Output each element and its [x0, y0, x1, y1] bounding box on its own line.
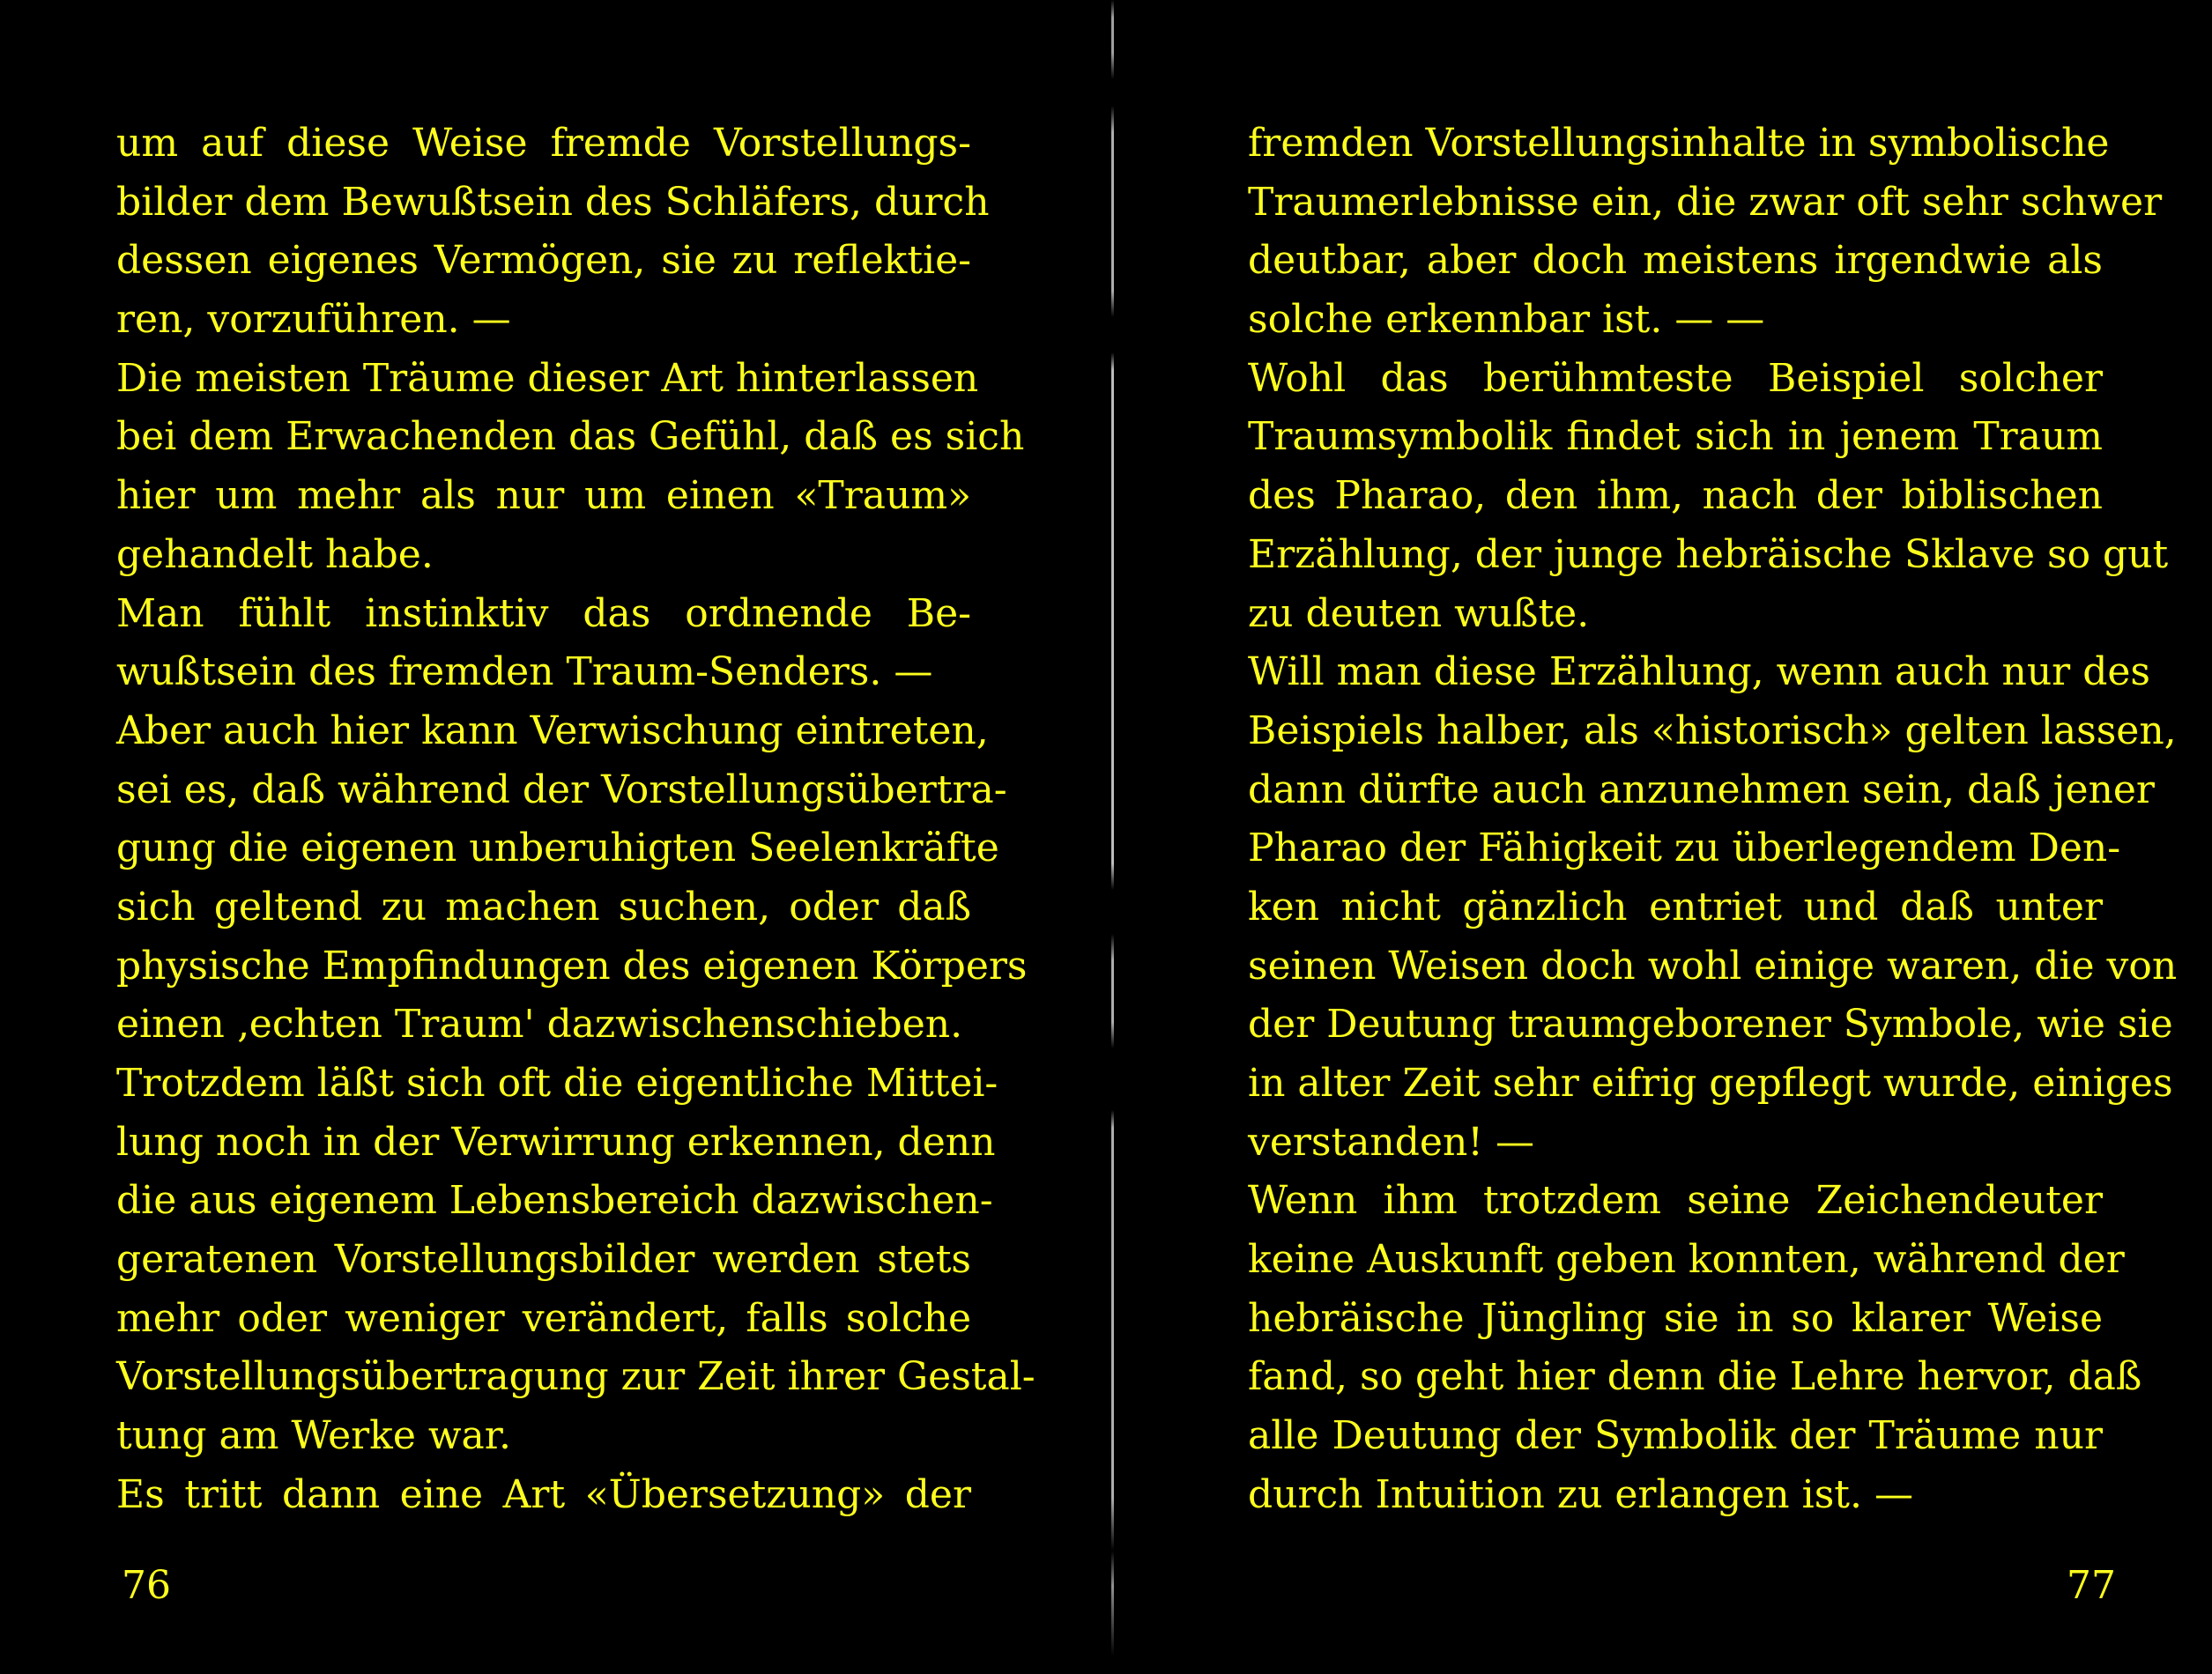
text-line: Will man diese Erzählung, wenn auch nur des	[1248, 649, 2150, 695]
text-line: Traumerlebnisse ein, die zwar oft sehr schwer	[1248, 179, 2163, 225]
text-line: Pharao der Fähigkeit zu überlegendem Den-	[1248, 826, 2121, 871]
text-line: der Deutung traumgeborener Symbole, wie sie	[1248, 1002, 2173, 1048]
text-line: solche erkennbar ist. — —	[1248, 297, 1765, 343]
text-line: keine Auskunft geben konnten, während der	[1248, 1237, 2125, 1283]
text-line: Wohl das berühmteste Beispiel solcher	[1248, 355, 2103, 401]
text-line: tung am Werke war.	[116, 1413, 511, 1459]
text-line: Traumsymbolik findet sich in jenem Traum	[1248, 414, 2103, 460]
left-page-number: 76	[122, 1563, 171, 1608]
text-line: einen ‚echten Traum' dazwischenschieben.	[116, 1002, 963, 1048]
text-line: ren, vorzuführen. —	[116, 297, 511, 343]
right-page	[1248, 115, 2178, 1542]
right-page-text	[1248, 115, 2178, 1525]
text-line: lung noch in der Verwirrung erkennen, denn	[116, 1119, 996, 1165]
text-line: Beispiels halber, als «historisch» gelten lassen,	[1248, 707, 2177, 753]
book-gutter	[1111, 0, 1114, 1656]
text-line: gehandelt habe.	[116, 531, 434, 577]
left-page	[116, 115, 1035, 1542]
right-page-number: 77	[2067, 1563, 2116, 1608]
text-line: Trotzdem läßt sich oft die eigentliche Mittei-	[116, 1061, 998, 1106]
text-line: seinen Weisen doch wohl einige waren, die von	[1248, 943, 2178, 989]
text-line: fremden Vorstellungsinhalte in symbolische	[1248, 121, 2110, 166]
text-line: physische Empfindungen des eigenen Körpers	[116, 943, 1028, 989]
text-line: Es tritt dann eine Art «Übersetzung» der	[116, 1471, 971, 1517]
text-line: alle Deutung der Symbolik der Träume nur	[1248, 1413, 2103, 1459]
text-line: dessen eigenes Vermögen, sie zu reflektie-	[116, 238, 971, 284]
text-line: Man fühlt instinktiv das ordnende Be-	[116, 590, 971, 636]
text-line: hier um mehr als nur um einen «Traum»	[116, 473, 971, 519]
text-line: in alter Zeit sehr eifrig gepflegt wurde, einiges	[1248, 1061, 2173, 1106]
text-line: geratenen Vorstellungsbilder werden stets	[116, 1237, 971, 1283]
text-line: wußtsein des fremden Traum-Senders. —	[116, 649, 933, 695]
text-line: Aber auch hier kann Verwischung eintreten,	[116, 707, 989, 753]
text-line: gung die eigenen unberuhigten Seelenkräfte	[116, 826, 999, 871]
text-line: ken nicht gänzlich entriet und daß unter	[1248, 884, 2103, 930]
text-line: durch Intuition zu erlangen ist. —	[1248, 1471, 1913, 1517]
text-line: um auf diese Weise fremde Vorstellungs-	[116, 121, 971, 166]
text-line: Erzählung, der junge hebräische Sklave so gut	[1248, 531, 2169, 577]
text-line: Vorstellungsübertragung zur Zeit ihrer Gestal-	[116, 1354, 1035, 1400]
text-line: bilder dem Bewußtsein des Schläfers, durch	[116, 179, 990, 225]
text-line: zu deuten wußte.	[1248, 590, 1590, 636]
text-line: sich geltend zu machen suchen, oder daß	[116, 884, 971, 930]
left-page-text	[116, 115, 1035, 1525]
text-line: dann dürfte auch anzunehmen sein, daß jener	[1248, 767, 2155, 812]
text-line: Die meisten Träume dieser Art hinterlassen	[116, 355, 979, 401]
text-line: deutbar, aber doch meistens irgendwie als	[1248, 238, 2103, 284]
text-line: verstanden! —	[1248, 1119, 1534, 1165]
text-line: Wenn ihm trotzdem seine Zeichendeuter	[1248, 1178, 2103, 1224]
text-line: des Pharao, den ihm, nach der biblischen	[1248, 473, 2103, 519]
text-line: fand, so geht hier denn die Lehre hervor, daß	[1248, 1354, 2142, 1400]
text-line: hebräische Jüngling sie in so klarer Weise	[1248, 1295, 2103, 1341]
text-line: die aus eigenem Lebensbereich dazwischen-	[116, 1178, 993, 1224]
text-line: bei dem Erwachenden das Gefühl, daß es sich	[116, 414, 1025, 460]
text-line: mehr oder weniger verändert, falls solche	[116, 1295, 971, 1341]
text-line: sei es, daß während der Vorstellungsübertra-	[116, 767, 1007, 812]
